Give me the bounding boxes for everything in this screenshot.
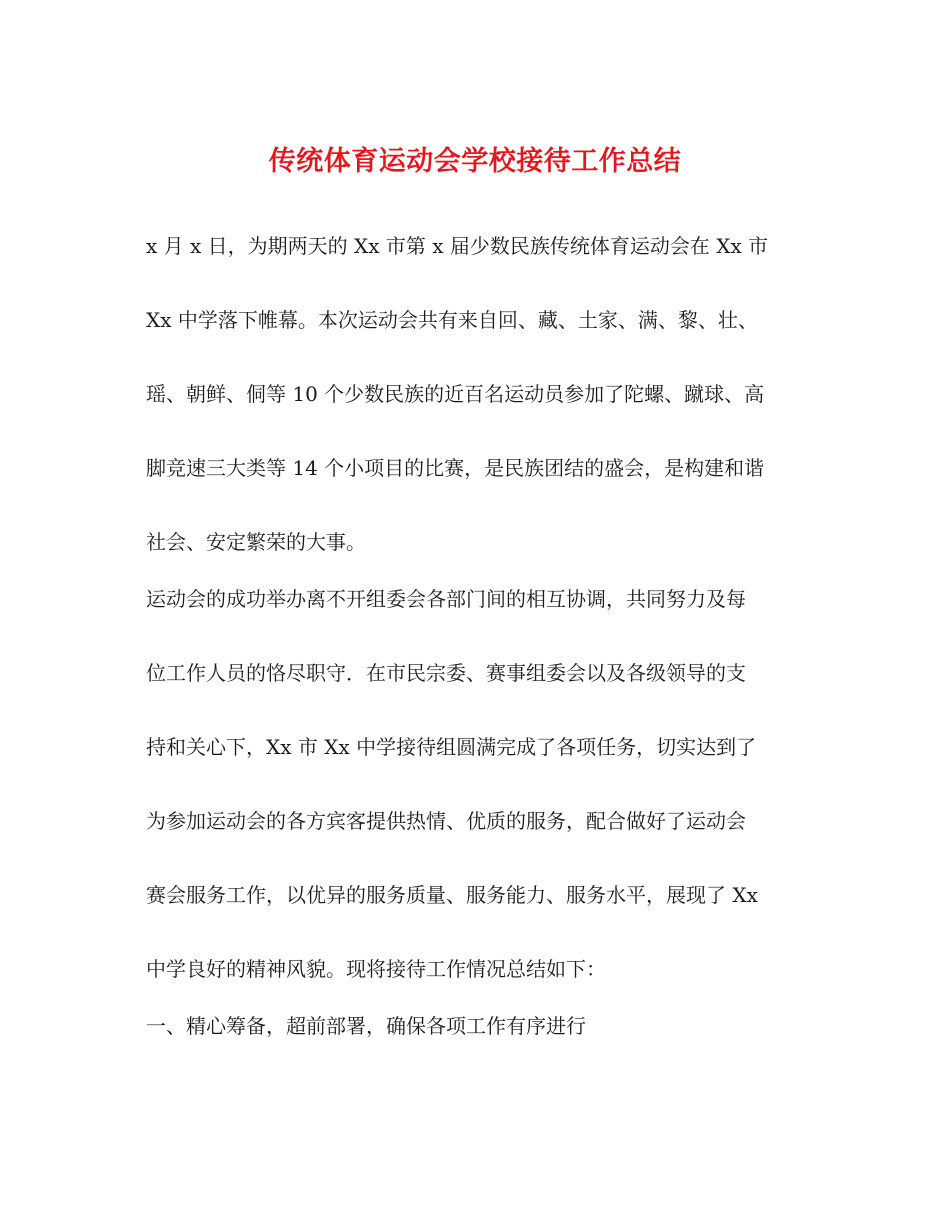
- paragraph-line: 为参加运动会的各方宾客提供热情、优质的服务，配合做好了运动会: [146, 809, 746, 833]
- paragraph-line: 社会、安定繁荣的大事。: [146, 530, 366, 554]
- paragraph-line: 脚竞速三大类等 14 个小项目的比赛，是民族团结的盛会，是构建和谐: [146, 456, 765, 480]
- paragraph-line: 赛会服务工作，以优异的服务质量、服务能力、服务水平，展现了 Xx: [146, 883, 758, 907]
- paragraph-line: 持和关心下，Xx 市 Xx 中学接待组圆满完成了各项任务，切实达到了: [146, 735, 757, 759]
- paragraph-line: 运动会的成功举办离不开组委会各部门间的相互协调，共同努力及每: [146, 587, 746, 611]
- paragraph-line: 瑶、朝鲜、侗等 10 个少数民族的近百名运动员参加了陀螺、蹴球、高: [146, 382, 765, 406]
- paragraph-line: Xx 中学落下帷幕。本次运动会共有来自回、藏、土家、满、黎、壮、: [146, 308, 758, 332]
- paragraph-line: 位工作人员的恪尽职守．在市民宗委、赛事组委会以及各级领导的支: [146, 661, 746, 685]
- section-heading: 一、精心筹备，超前部署，确保各项工作有序进行: [146, 1014, 586, 1038]
- paragraph-line: 中学良好的精神风貌。现将接待工作情况总结如下：: [146, 957, 606, 981]
- document-title: 传统体育运动会学校接待工作总结: [268, 146, 682, 177]
- paragraph-line: x 月 x 日，为期两天的 Xx 市第 x 届少数民族传统体育运动会在 Xx 市: [146, 234, 769, 258]
